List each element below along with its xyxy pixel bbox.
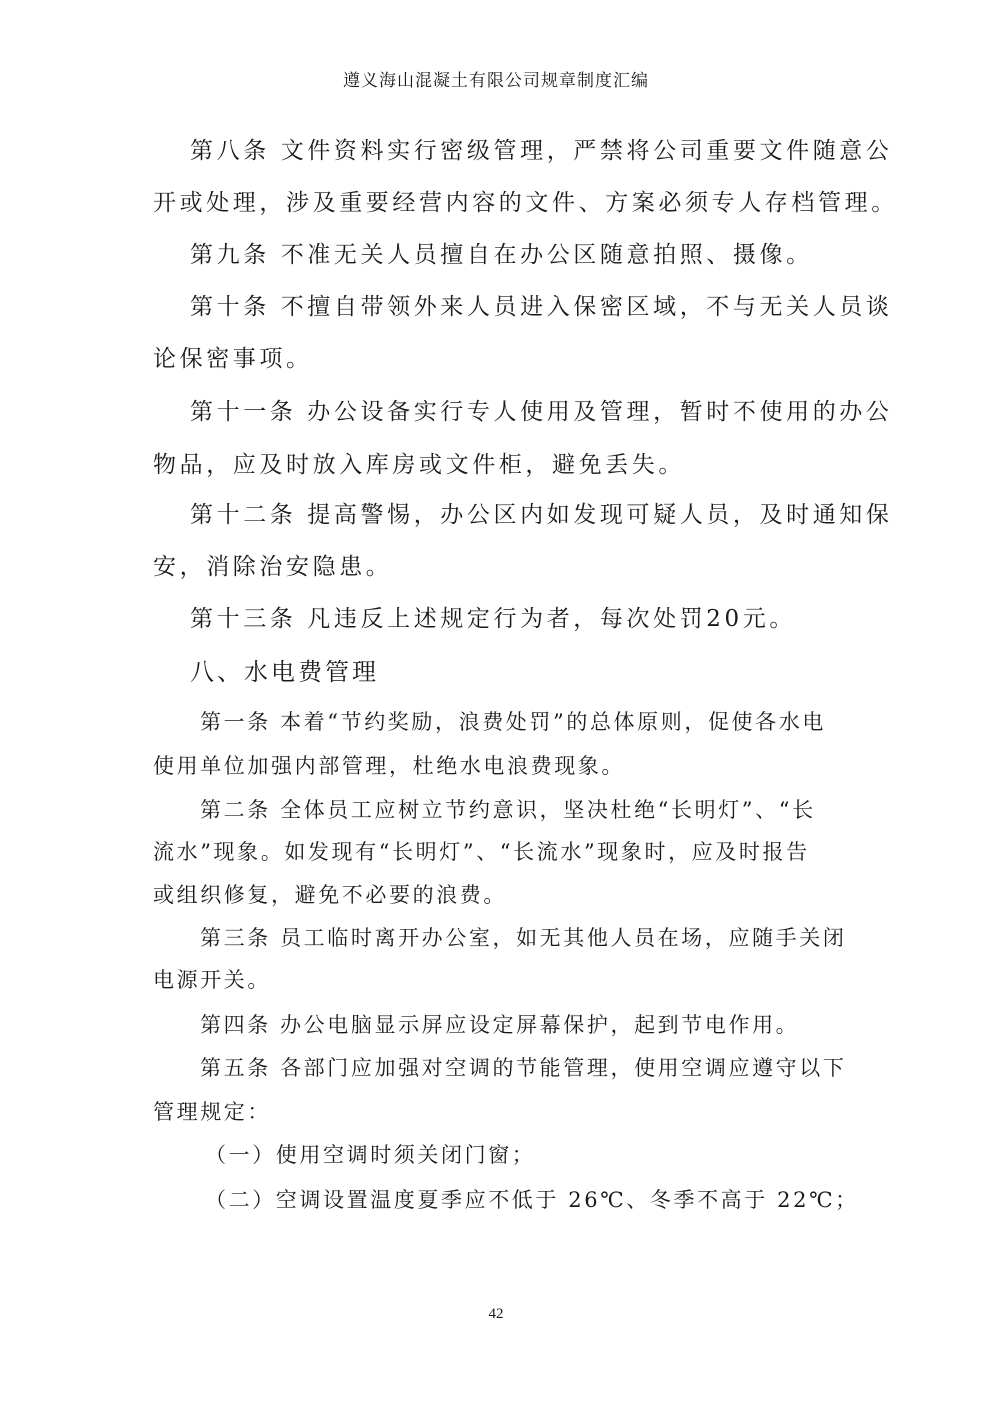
paragraph-line: 第九条 不准无关人员擅自在办公区随意拍照、摄像。 — [190, 242, 813, 268]
paragraph-line: 安，消除治安隐患。 — [153, 554, 393, 580]
section-heading: 八、水电费管理 — [190, 658, 379, 686]
paragraph-line: 第五条 各部门应加强对空调的节能管理，使用空调应遵守以下 — [200, 1056, 847, 1080]
paragraph-line: 第四条 办公电脑显示屏应设定屏幕保护，起到节电作用。 — [200, 1013, 800, 1037]
paragraph-line: 开或处理，涉及重要经营内容的文件、方案必须专人存档管理。 — [153, 190, 898, 216]
paragraph-line: 第十条 不擅自带领外来人员进入保密区域，不与无关人员谈 — [190, 294, 893, 320]
paragraph-line: 第十一条 办公设备实行专人使用及管理，暂时不使用的办公 — [190, 399, 893, 425]
paragraph-line: （一）使用空调时须关闭门窗； — [205, 1143, 536, 1167]
paragraph-line: 管理规定： — [153, 1100, 271, 1124]
paragraph-line: 第三条 员工临时离开办公室，如无其他人员在场，应随手关闭 — [200, 926, 847, 950]
document-header-title: 遵义海山混凝土有限公司规章制度汇编 — [343, 71, 649, 91]
page-number: 42 — [488, 1306, 504, 1322]
paragraph-line: 流水”现象。如发现有“长明灯”、“长流水”现象时，应及时报告 — [153, 840, 810, 864]
paragraph-line: 或组织修复，避免不必要的浪费。 — [153, 883, 507, 907]
paragraph-line: 物品，应及时放入库房或文件柜，避免丢失。 — [153, 452, 685, 478]
paragraph-line: 论保密事项。 — [153, 346, 313, 372]
paragraph-line: 第一条 本着“节约奖励，浪费处罚”的总体原则，促使各水电 — [200, 710, 826, 734]
paragraph-line: 电源开关。 — [153, 968, 271, 992]
paragraph-line: （二）空调设置温度夏季应不低于 26℃、冬季不高于 22℃； — [205, 1188, 859, 1212]
paragraph-line: 第十二条 提高警惕，办公区内如发现可疑人员，及时通知保 — [190, 502, 893, 528]
paragraph-line: 第二条 全体员工应树立节约意识，坚决杜绝“长明灯”、“长 — [200, 798, 816, 822]
paragraph-line: 第十三条 凡违反上述规定行为者，每次处罚20元。 — [190, 606, 796, 632]
paragraph-line: 第八条 文件资料实行密级管理，严禁将公司重要文件随意公 — [190, 138, 893, 164]
paragraph-line: 使用单位加强内部管理，杜绝水电浪费现象。 — [153, 754, 625, 778]
